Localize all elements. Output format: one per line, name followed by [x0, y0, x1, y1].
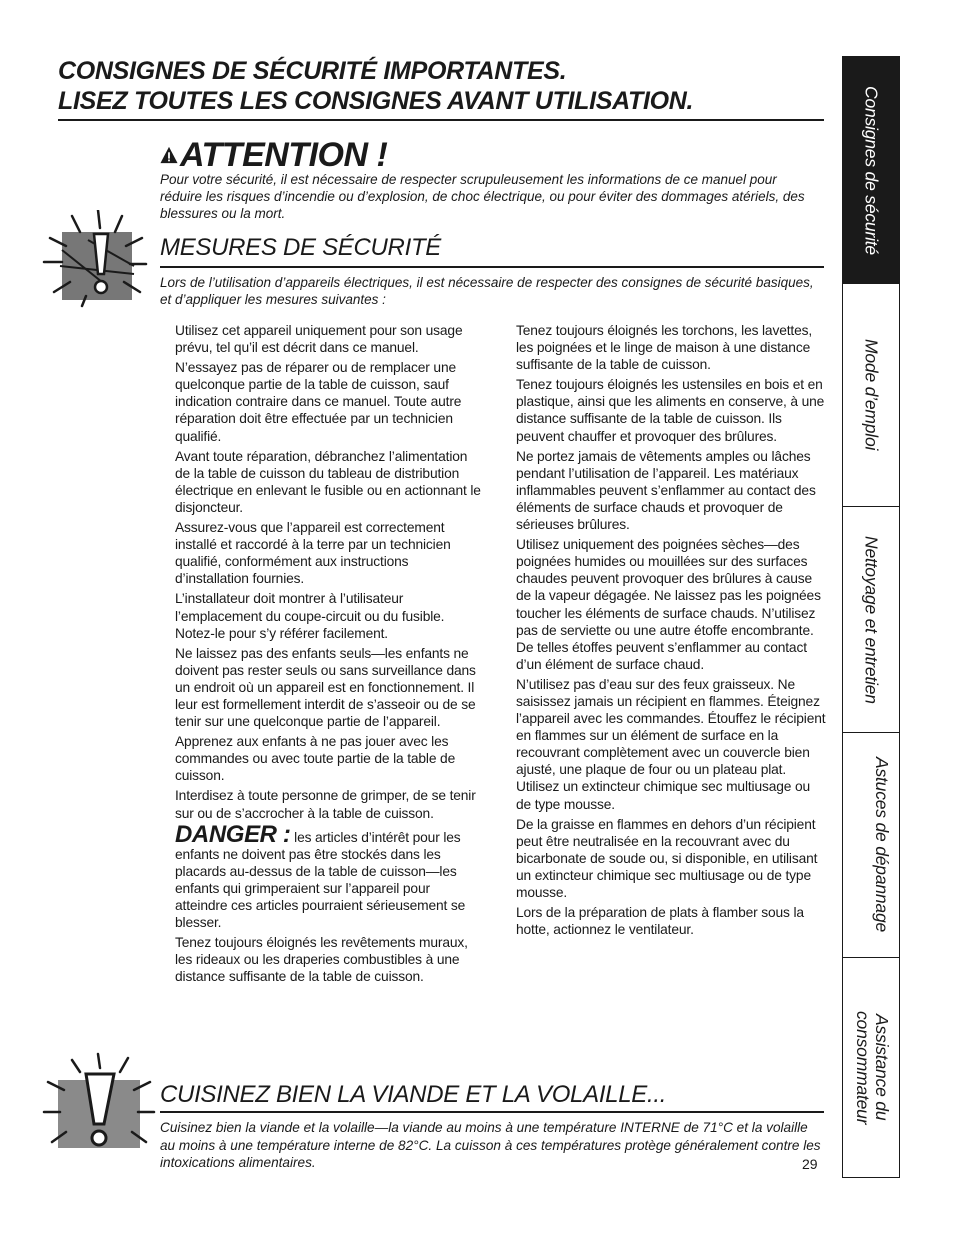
- danger-item: [175, 820, 485, 932]
- safety-item: De la graisse en flammes en dehors d’un récipient peut être neutralisée en la recouvrant avec du bicarbonate de soude ou, si disponible, en utilisant un extincteur chimique sec multiusage ou de type mousse.: [516, 816, 818, 900]
- warning-triangle-icon: [160, 146, 178, 164]
- safety-item: Avant toute réparation, débranchez l’alimentation de la table de cuisson du tableau de distribution électrique en enlevant le fusible ou en actionnant le disjoncteur.: [175, 448, 481, 515]
- danger-text: les articles d’intérêt pour les enfants ne doivent pas être stockés dans les placards au-dessus de la table de cuisson—les enfants qui grimperaient sur l’appareil pour atteindre ces articles pourraient sérieusement se blesser.: [175, 829, 466, 931]
- safety-item: Assurez-vous que l’appareil est correctement installé et raccordé à la terre par un technicien qualifié, conformément aux instructions d’installation fournies.: [175, 520, 451, 587]
- header-divider: [58, 119, 824, 121]
- header-line-2: LISEZ TOUTES LES CONSIGNES AVANT UTILISATION.: [58, 87, 694, 115]
- safety-right-column: [516, 322, 828, 941]
- tab-label: Mode d’emploi: [861, 339, 882, 451]
- danger-label: DANGER :: [175, 820, 291, 848]
- tab-label: Consignes de sécurité: [861, 85, 882, 255]
- safety-item: Ne laissez pas des enfants seuls—les enfants ne doivent pas rester seuls ou sans surveillance dans un endroit où un appareil est en fonctionnement. Il leur est formellement interdit de s’asseoir ou de se tenir sur une quelconque partie de l’appareil.: [175, 645, 476, 730]
- tab-astuces-de-depannage[interactable]: [843, 733, 899, 958]
- page-number: 29: [802, 1156, 818, 1172]
- tab-label: Astuces de dépannage: [872, 757, 892, 933]
- safety-section-divider: [160, 266, 824, 268]
- meat-text: Cuisinez bien la viande et la volaille—la viande au moins à une température INTERNE de 71°C et la volaille au moins à une température interne de 82°C. La cuisson à ces températures protège généralement contre les intoxications alimentaires.: [160, 1120, 821, 1170]
- section-tabs: [842, 56, 900, 1178]
- safety-item: N’utilisez pas d’eau sur des feux graisseux. Ne saisissez jamais un récipient en flammes. Éteignez l’appareil avec les commandes. Étouffez le récipient en flammes sur un élément de surface en la recouvrant complètement avec un couvercle bien ajusté, une plaque de four ou un plateau plat. Utilisez un extincteur chimique sec multiusage ou de type mousse.: [516, 676, 826, 812]
- tab-mode-d-emploi[interactable]: [843, 284, 899, 507]
- safety-left-column: [175, 322, 485, 988]
- safety-item: N’essayez pas de réparer ou de remplacer une quelconque partie de la table de cuisson, sauf indication contraire dans ce manuel. Toute autre réparation doit être effectuée par un technicien qualifié.: [175, 360, 462, 444]
- tab-consignes-de-securite[interactable]: [843, 57, 899, 284]
- tab-nettoyage-et-entretien[interactable]: [843, 507, 899, 733]
- safety-item: Lors de la préparation de plats à flamber sous la hotte, actionnez le ventilateur.: [516, 905, 804, 938]
- safety-item: Ne portez jamais de vêtements amples ou lâches pendant l’utilisation de l’appareil. Les matériaux inflammables peuvent s’enflammer au contact des éléments de surface chauds et provoquer de sérieuses brûlures.: [516, 448, 816, 533]
- safety-item: Utilisez cet appareil uniquement pour son usage prévu, tel qu’il est décrit dans ce manuel.: [175, 323, 463, 356]
- tab-assistance-du-consommateur[interactable]: [843, 958, 899, 1177]
- exclamation-warning-icon: [42, 1052, 160, 1152]
- meat-section-title: CUISINEZ BIEN LA VIANDE ET LA VOLAILLE...: [160, 1081, 667, 1108]
- attention-text: Pour votre sécurité, il est nécessaire de respecter scrupuleusement les informations de ce manuel pour réduire les risques d’incendie ou d’explosion, de choc électrique, ou pour éviter des dommages atériels, des blessures ou la mort.: [160, 172, 805, 221]
- safety-intro: Lors de l’utilisation d’appareils électriques, il est nécessaire de respecter des consignes de sécurité basiques, et d’appliquer les mesures suivantes :: [160, 275, 814, 307]
- safety-item: Tenez toujours éloignés les torchons, les lavettes, les poignées et le linge de maison à une distance suffisante de la table de cuisson.: [516, 323, 813, 373]
- tab-label: Nettoyage et entretien: [861, 535, 882, 704]
- tab-label: Assistance du consommateur: [853, 1010, 892, 1125]
- page-header: [58, 56, 824, 116]
- safety-item: Apprenez aux enfants à ne pas jouer avec les commandes ou avec toute partie de la table de cuisson.: [175, 734, 456, 784]
- header-line-1: CONSIGNES DE SÉCURITÉ IMPORTANTES.: [58, 57, 567, 85]
- safety-item: L’installateur doit montrer à l’utilisateur l’emplacement du coupe-circuit ou du fusible. Notez-le pour s’y référer facilement.: [175, 591, 445, 641]
- exclamation-burst-icon: [42, 210, 154, 310]
- safety-item: Interdisez à toute personne de grimper, de se tenir sur ou de s’accrocher à la table de cuisson.: [175, 788, 476, 821]
- meat-section-divider: [160, 1111, 824, 1113]
- safety-item: Tenez toujours éloignés les ustensiles en bois et en plastique, ainsi que les aliments en conserve, à une distance suffisante de la table de cuisson. Ils peuvent chauffer et provoquer des brûlures.: [516, 377, 825, 444]
- safety-item: Utilisez uniquement des poignées sèches—des poignées humides ou mouillées sur des surfaces chaudes peuvent provoquer des brûlures à cause de la vapeur dégagée. Ne laissez pas les poignées toucher les éléments de surface chauds. N’utilisez pas de serviette ou une autre étoffe encombrante. De telles étoffes peuvent s’enflammer au contact d’un élément de surface chaud.: [516, 537, 821, 672]
- safety-section-title: MESURES DE SÉCURITÉ: [160, 234, 442, 261]
- attention-title: ATTENTION !: [180, 136, 388, 174]
- safety-item: Tenez toujours éloignés les revêtements muraux, les rideaux ou les draperies combustibles à une distance suffisante de la table de cuisson.: [175, 935, 468, 985]
